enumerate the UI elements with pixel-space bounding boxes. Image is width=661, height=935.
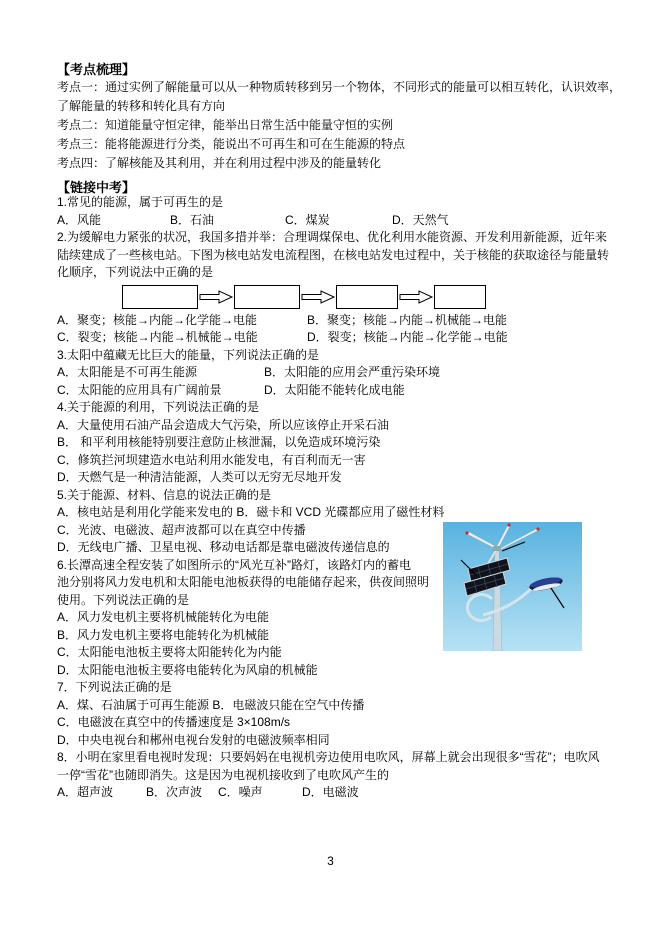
flow-arrow-icon [198, 290, 234, 304]
question-8-stem: 8．小明在家里看电视时发现：只要妈妈在电视机旁边使用电吹风，屏幕上就会出现很多“雪花”；电吹风 [57, 750, 600, 764]
question-2-options [57, 312, 605, 330]
question-1-options [57, 212, 605, 230]
option: A．大量使用石油产品会造成大气污染，所以应该停止开采石油 [57, 417, 390, 432]
option: C．电磁波在真空中的传播速度是 3×108m/s [57, 715, 291, 729]
question-6-stem: 使用。下列说法正确的是 [57, 592, 190, 607]
page-number: 3 [327, 854, 334, 868]
street-lamp-photo [443, 522, 582, 651]
option: B．风力发电机主要将电能转化为机械能 [57, 627, 270, 642]
option: A．煤、石油属于可再生能源 B．电磁波只能在空气中传播 [57, 697, 365, 712]
question-2-stem: 陆续建成了一些核电站。下图为核电站发电流程图，在核电站发电过程中，关于核能的获取途径与能量转 [57, 247, 610, 262]
option: D．天燃气是一种清洁能源，人类可以无穷无尽地开发 [57, 470, 342, 484]
question-6-stem: 6.长潭高速全程安装了如图所示的“风光互补”路灯，该路灯内的蓄电 [57, 557, 412, 572]
option: A．聚变；核能→内能→化学能→电能 [57, 312, 258, 327]
option: A．超声波 [57, 785, 114, 799]
option: D．无线电广播、卫星电视、移动电话都是靠电磁波传递信息的 [57, 540, 390, 554]
option: B．石油 [170, 212, 215, 227]
document-content [57, 62, 622, 802]
option: D．天然气 [392, 212, 449, 227]
question-1-stem: 1.常见的能源，属于可再生的是 [57, 195, 224, 209]
sky-background [443, 522, 582, 651]
option: D．裂变；核能→内能→化学能→电能 [307, 330, 508, 344]
question-3-stem: 3.太阳中蕴藏无比巨大的能量，下列说法正确的是 [57, 347, 320, 362]
option: A．核电站是利用化学能来发电的 B．磁卡和 VCD 光碟都应用了磁性材料 [57, 505, 445, 519]
flow-arrow-icon [300, 290, 336, 304]
question-6-stem: 池分别将风力发电机和太阳能电池板获得的电能储存起来，供夜间照明 [57, 575, 430, 589]
section-heading-exam-points: 【考点梳理】 [57, 62, 136, 77]
option: D．电磁波 [302, 785, 359, 799]
option: C．太阳能电池板主要将太阳能转化为内能 [57, 645, 282, 659]
question-3-options [57, 382, 605, 400]
question-2-stem: 化顺序，下列说法中正确的是 [57, 265, 214, 279]
exam-point-line: 考点二：知道能量守恒定律，能举出日常生活中能量守恒的实例 [57, 118, 394, 132]
option: D．太阳能不能转化成电能 [264, 382, 405, 397]
flow-box [122, 285, 198, 309]
energy-flowchart [57, 282, 605, 312]
option: C．光波、电磁波、超声波都可以在真空中传播 [57, 522, 306, 537]
section-heading-exam-link: 【链接中考】 [57, 180, 136, 195]
question-7-stem: 7．下列说法正确的是 [57, 680, 172, 694]
option: B．次声波 [146, 785, 203, 799]
flow-box [434, 285, 486, 309]
option: C．噪声 [218, 785, 263, 799]
option: C．修筑拦河坝建造水电站利用水能发电，有百利而无一害 [57, 452, 366, 467]
exam-point-line: 考点一：通过实例了解能量可以从一种物质转移到另一个物体，不同形式的能量可以相互转化，认识效率， [57, 80, 622, 94]
flow-box [336, 285, 398, 309]
exam-point-line: 考点三：能将能源进行分类，能说出不可再生和可在生能源的特点 [57, 137, 406, 151]
question-2-options [57, 329, 605, 347]
question-3-options [57, 364, 605, 382]
question-5-stem: 5.关于能源、材料、信息的说法正确的是 [57, 487, 272, 502]
exam-point-line: 了解能量的转移和转化具有方向 [57, 99, 226, 113]
option: D．中央电视台和郴州电视台发射的电磁波频率相同 [57, 732, 330, 747]
option: A．太阳能是不可再生能源 [57, 365, 198, 379]
question-4-stem: 4.关于能源的利用，下列说法正确的是 [57, 400, 260, 414]
flow-arrow-icon [398, 290, 434, 304]
option: A．风能 [57, 212, 102, 227]
option: A．风力发电机主要将机械能转化为电能 [57, 610, 270, 624]
question-8-stem: 一停“雪花”也随即消失。这是因为电视机接收到了电吹风产生的 [57, 767, 389, 782]
option: B．聚变；核能→内能→机械能→电能 [307, 312, 508, 327]
option: C．裂变；核能→内能→机械能→电能 [57, 330, 258, 344]
option: B．太阳能的应用会严重污染环境 [264, 365, 441, 379]
question-2-stem: 2.为缓解电力紧张的状况，我国多措并举：合理调煤保电、优化利用水能资源、开发利用新能源，近年来 [57, 230, 608, 244]
option: B． 和平利用核能特别要注意防止核泄漏，以免造成环境污染 [57, 435, 381, 449]
option: D．太阳能电池板主要将电能转化为风扇的机械能 [57, 662, 318, 677]
option: C．煤炭 [285, 212, 330, 227]
exam-point-line: 考点四：了解核能及其利用，并在利用过程中涉及的能量转化 [57, 156, 382, 170]
option: C．太阳能的应用具有广阔前景 [57, 382, 222, 397]
flow-box [234, 285, 300, 309]
question-8-options [57, 784, 605, 802]
